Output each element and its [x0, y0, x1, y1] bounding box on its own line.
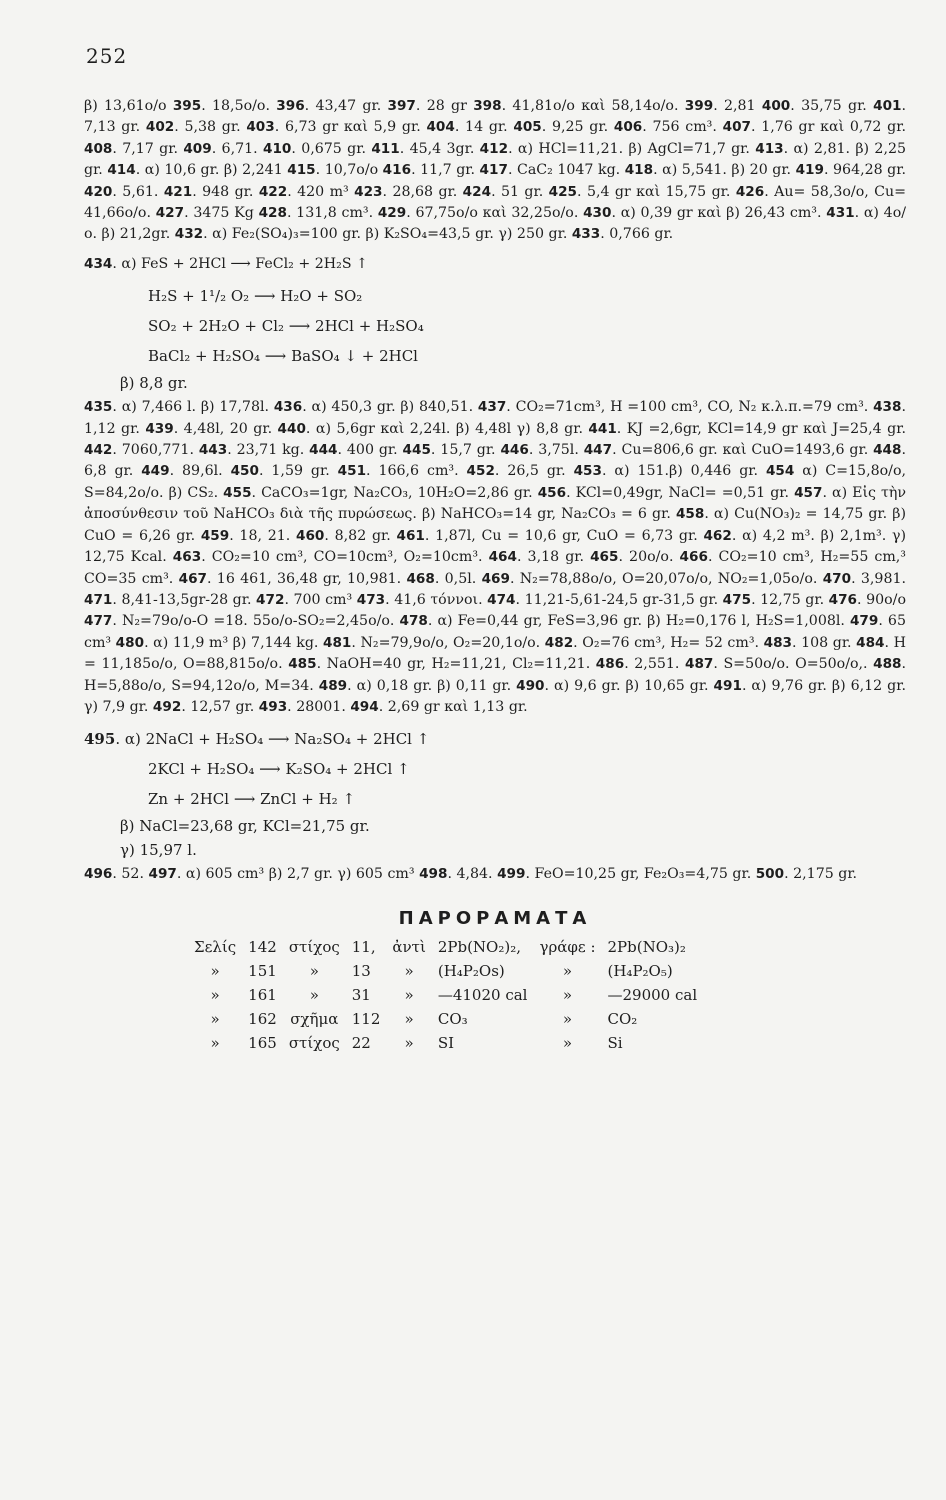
- errata-cell: 31: [351, 986, 371, 1005]
- equation-line: H₂S + 1¹/₂ O₂ ⟶ H₂O + SO₂: [148, 287, 363, 306]
- errata-cell: CO₂: [607, 1010, 638, 1029]
- errata-cell: »: [404, 986, 414, 1005]
- answer-line: γ) 15,97 l.: [120, 841, 197, 860]
- errata-cell: Si: [607, 1034, 623, 1053]
- errata-cell: 2Pb(NO₃)₂: [607, 938, 686, 957]
- errata-cell: »: [562, 1010, 573, 1029]
- answer-line: β) 8,8 gr.: [120, 374, 188, 393]
- errata-cell: »: [210, 1034, 220, 1053]
- errata-cell: »: [210, 962, 220, 981]
- errata-cell: 112: [351, 1010, 381, 1029]
- errata-cell: στίχος: [288, 938, 340, 957]
- equation-line: SO₂ + 2H₂O + Cl₂ ⟶ 2HCl + H₂SO₄: [148, 317, 424, 336]
- errata-cell: »: [404, 1034, 414, 1053]
- errata-cell: »: [562, 962, 573, 981]
- page-number: 252: [86, 44, 128, 68]
- errata-row: [188, 959, 703, 983]
- errata-cell: 2Pb(NO₂)₂,: [437, 938, 522, 957]
- errata-row: [188, 983, 703, 1007]
- equation-line: Zn + 2HCl ⟶ ZnCl + H₂ ↑: [148, 790, 356, 809]
- equations-495: [84, 724, 906, 862]
- errata-cell: CO₃: [437, 1010, 468, 1029]
- errata-title: ΠΑΡΟΡΑΜΑΤΑ: [398, 907, 592, 929]
- equation-line: 2KCl + H₂SO₄ ⟶ K₂SO₄ + 2HCl ↑: [148, 760, 410, 779]
- errata-row: [188, 935, 703, 959]
- errata-cell: —29000 cal: [607, 986, 698, 1005]
- errata-cell: »: [309, 962, 319, 981]
- errata-cell: ἀντὶ: [392, 938, 426, 957]
- errata-cell: SI: [437, 1034, 455, 1053]
- errata-cell: στίχος: [288, 1034, 340, 1053]
- errata-cell: 142: [248, 938, 277, 957]
- errata-row: [188, 1031, 703, 1055]
- errata-cell: »: [210, 986, 220, 1005]
- errata-cell: (H₄P₂Os): [437, 962, 505, 981]
- equation-line: 495. α) 2NaCl + H₂SO₄ ⟶ Na₂SO₄ + 2HCl ↑: [84, 730, 430, 749]
- answers-paragraph: 435. α) 7,466 l. β) 17,78l. 436. α) 450,3 gr. β) 840,51. 437. CO₂=71cm³, H =100 cm³, CO, N₂ κ.λ.π.=79 cm³. 438. 1,12 gr. 439. 4,48l, 20 gr. 440. α) 5,6gr καὶ 2,24l. β) 4,48l γ) 8,8 gr. 441. KJ =2,6gr, KCl=14,9 gr καὶ J=25,4 gr. 442. 7060,771. 443. 23,71 kg. 444. 400 gr. 445. 15,7 gr. 446. 3,75l. 447. Cu=806,6 gr. καὶ CuO=1493,6 gr. 448. 6,8 gr. 449. 89,6l. 450. 1,59 gr. 451. 166,6 cm³. 452. 26,5 gr. 453. α) 151.β) 0,446 gr. 454 α) C=15,8ο/ο, S=84,2ο/ο. β) CS₂. 455. CaCO₃=1gr, Na₂CO₃, 10H₂O=2,86 gr. 456. KCl=0,49gr, NaCl= =0,51 gr. 457. α) Εἰς τὴν ἀποσύνθεσιν τοῦ NaHCO₃ διὰ τῆς πυρώσεως. β) NaHCO₃=14 gr, Na₂CO₃ = 6 gr. 458. α) Cu(NO₃)₂ = 14,75 gr. β) CuO = 6,26 gr. 459. 18, 21. 460. 8,82 gr. 461. 1,87l, Cu = 10,6 gr, CuO = 6,73 gr. 462. α) 4,2 m³. β) 2,1m³. γ) 12,75 Kcal. 463. CO₂=10 cm³, CO=10cm³, O₂=10cm³. 464. 3,18 gr. 465. 20ο/ο. 466. CO₂=10 cm³, H₂=55 cm,³ CO=35 cm³. 467. 16 461, 36,48 gr, 10,981. 468. 0,5l. 469. N₂=78,88ο/ο, O=20,07ο/ο, NO₂=1,05ο/ο. 470. 3,981. 471. 8,41-13,5gr-28 gr. 472. 700 cm³ 473. 41,6 τόννοι. 474. 11,21-5,61-24,5 gr-31,5 gr. 475. 12,75 gr. 476. 90ο/ο 477. N₂=79ο/ο-O =18. 55ο/ο-SO₂=2,45ο/ο. 478. α) Fe=0,44 gr, FeS=3,96 gr. β) H₂=0,176 l, H₂S=1,008l. 479. 65 cm³ 480. α) 11,9 m³ β) 7,144 kg. 481. N₂=79,9ο/ο, O₂=20,1ο/ο. 482. O₂=76 cm³, H₂= 52 cm³. 483. 108 gr. 484. H = 11,185ο/ο, O=88,815ο/ο. 485. NaOH=40 gr, H₂=11,21, Cl₂=11,21. 486. 2,551. 487. S=50ο/ο. O=50ο/ο,. 488. H=5,88ο/ο, S=94,12ο/ο, M=34. 489. α) 0,18 gr. β) 0,11 gr. 490. α) 9,6 gr. β) 10,65 gr. 491. α) 9,76 gr. β) 6,12 gr. γ) 7,9 gr. 492. 12,57 gr. 493. 28001. 494. 2,69 gr καὶ 1,13 gr.: [84, 399, 907, 715]
- answers-body: [84, 96, 906, 1055]
- errata-cell: »: [562, 986, 573, 1005]
- errata-cell: γράφε :: [539, 938, 596, 957]
- equation-line: BaCl₂ + H₂SO₄ ⟶ BaSO₄ ↓ + 2HCl: [148, 347, 418, 366]
- errata-cell: »: [404, 962, 414, 981]
- errata-cell: 151: [248, 962, 277, 981]
- errata-cell: »: [404, 1010, 414, 1029]
- answer-434-header: 434. α) FeS + 2HCl ⟶ FeCl₂ + 2H₂S ↑: [84, 255, 368, 272]
- errata-cell: 11,: [351, 938, 376, 957]
- errata-rows: [188, 935, 703, 1055]
- errata-cell: (H₄P₂O₅): [607, 962, 673, 981]
- errata-cell: 13: [351, 962, 371, 981]
- errata-cell: 161: [248, 986, 277, 1005]
- errata-cell: —41020 cal: [437, 986, 528, 1005]
- errata-cell: »: [562, 1034, 573, 1053]
- errata-cell: 162: [248, 1010, 277, 1029]
- answers-paragraph: β) 13,61ο/ο 395. 18,5ο/ο. 396. 43,47 gr. 397. 28 gr 398. 41,81ο/ο καὶ 58,14ο/ο. 399. 2,81 400. 35,75 gr. 401. 7,13 gr. 402. 5,38 gr. 403. 6,73 gr καὶ 5,9 gr. 404. 14 gr. 405. 9,25 gr. 406. 756 cm³. 407. 1,76 gr καὶ 0,72 gr. 408. 7,17 gr. 409. 6,71. 410. 0,675 gr. 411. 45,4 3gr. 412. α) HCl=11,21. β) AgCl=71,7 gr. 413. α) 2,81. β) 2,25 gr. 414. α) 10,6 gr. β) 2,241 415. 10,7ο/ο 416. 11,7 gr. 417. CaC₂ 1047 kg. 418. α) 5,541. β) 20 gr. 419. 964,28 gr. 420. 5,61. 421. 948 gr. 422. 420 m³ 423. 28,68 gr. 424. 51 gr. 425. 5,4 gr καὶ 15,75 gr. 426. Au= 58,3ο/ο, Cu= 41,66ο/ο. 427. 3475 Kg 428. 131,8 cm³. 429. 67,75ο/ο καὶ 32,25ο/ο. 430. α) 0,39 gr καὶ β) 26,43 cm³. 431. α) 4ο/ο. β) 21,2gr. 432. α) Fe₂(SO₄)₃=100 gr. β) K₂SO₄=43,5 gr. γ) 250 gr. 433. 0,766 gr.: [84, 98, 907, 243]
- errata-cell: »: [309, 986, 319, 1005]
- errata-row: [188, 1007, 703, 1031]
- errata-cell: »: [210, 1010, 220, 1029]
- errata-cell: Σελίς: [194, 938, 237, 957]
- errata-cell: 22: [351, 1034, 371, 1053]
- errata-table: [188, 935, 703, 1055]
- answers-paragraph: 496. 52. 497. α) 605 cm³ β) 2,7 gr. γ) 605 cm³ 498. 4,84. 499. FeO=10,25 gr, Fe₂O₃=4,75 gr. 500. 2,175 gr.: [84, 866, 858, 883]
- equations-434: [84, 281, 906, 395]
- errata-cell: σχῆμα: [290, 1010, 339, 1029]
- errata-cell: 165: [248, 1034, 277, 1053]
- answer-line: β) NaCl=23,68 gr, KCl=21,75 gr.: [120, 817, 370, 836]
